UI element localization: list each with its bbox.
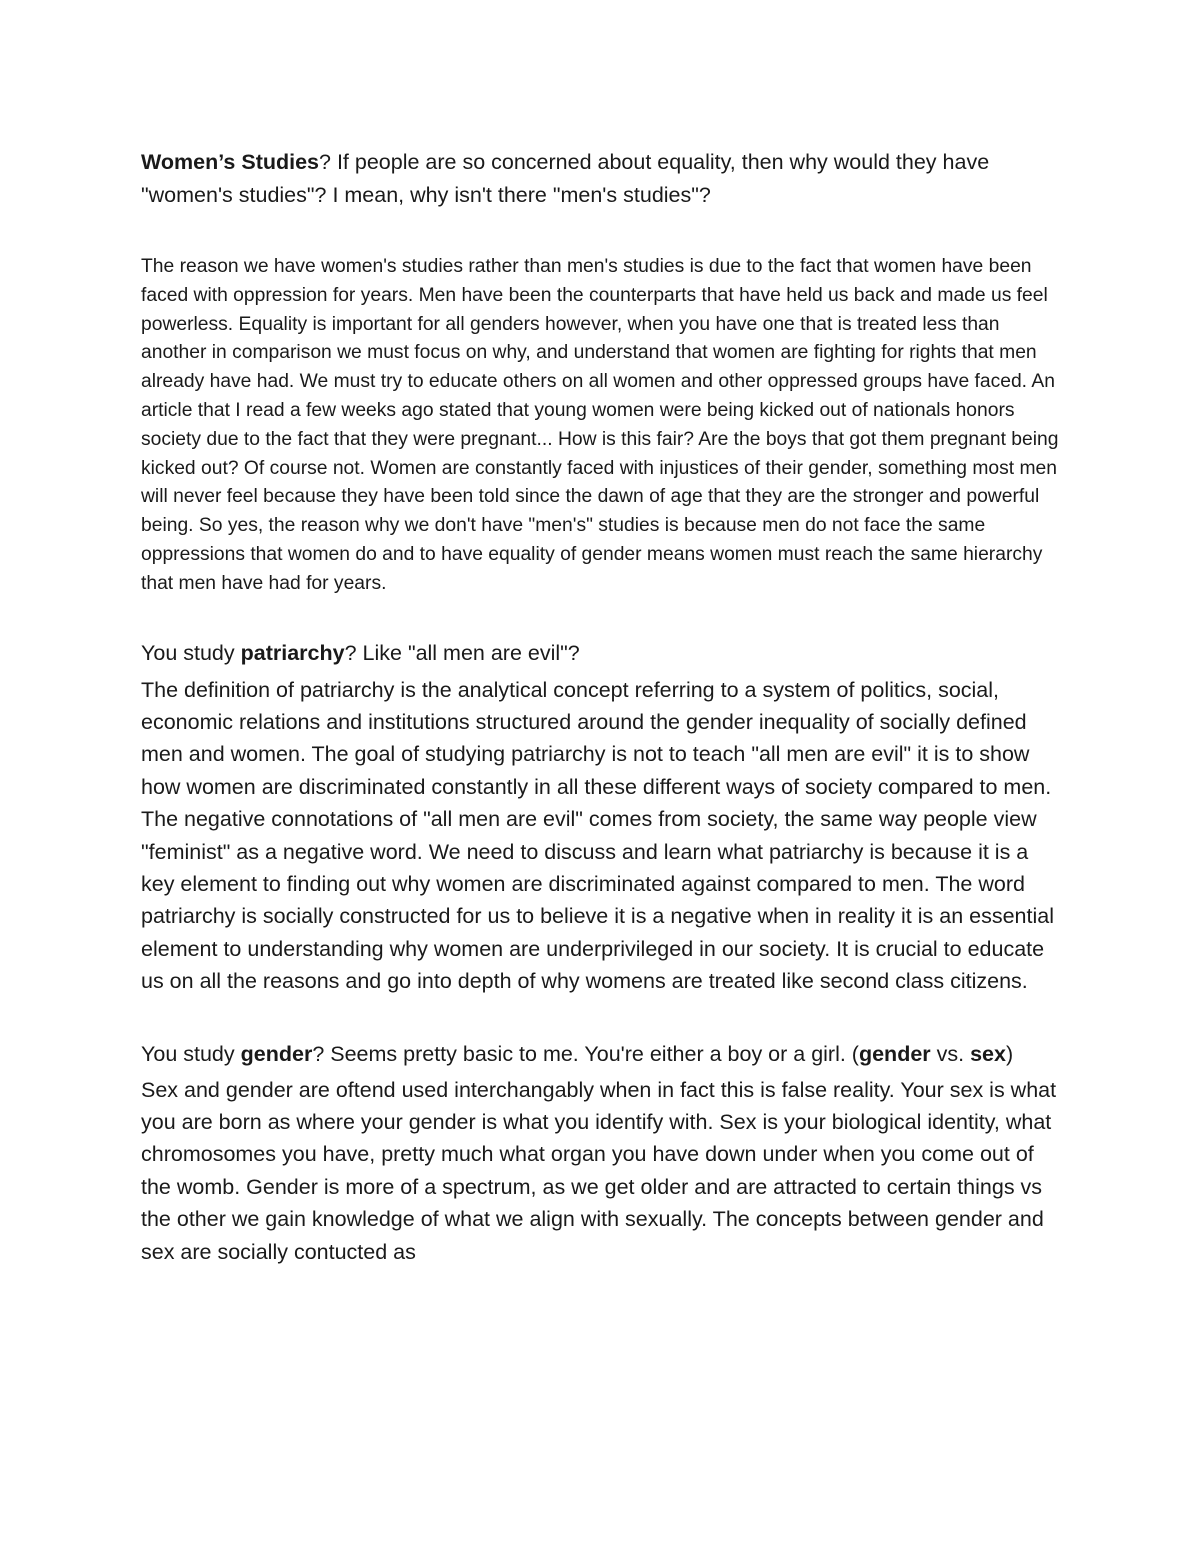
question-text: ? If people are so concerned about equality, then why would they have "women's studies"? I mean, why isn't there "men's studies"? xyxy=(141,150,990,207)
question-text: ? Like "all men are evil"? xyxy=(344,640,580,665)
question-bold-term: Women’s Studies xyxy=(141,150,320,174)
question-text-prefix: You study xyxy=(141,640,241,665)
question-text-prefix: You study xyxy=(141,1041,241,1066)
document-body xyxy=(141,146,1066,1268)
question-womens-studies xyxy=(141,146,1066,212)
question-bold-term-2: gender xyxy=(858,1041,931,1066)
question-text-vs: vs. xyxy=(930,1041,971,1066)
question-bold-term: gender xyxy=(240,1041,313,1066)
question-bold-term-3: sex xyxy=(970,1041,1006,1066)
question-gender xyxy=(141,1038,1066,1071)
answer-womens-studies: The reason we have women's studies rather than men's studies is due to the fact that women have been faced with oppression for years. Men have been the counterparts that have held us back and made us feel powerless. Equality is important for all genders however, when you have one that is treated less than another in comparison we must focus on why, and understand that women are fighting for rights that men already have had. We must try to educate others on all women and other oppressed groups have faced. An article that I read a few weeks ago stated that young women were being kicked out of nationals honors society due to the fact that they were pregnant... How is this fair? Are the boys that got them pregnant being kicked out? Of course not. Women are constantly faced with injustices of their gender, something most men will never feel because they have been told since the dawn of age that they are the stronger and powerful being. So yes, the reason why we don't have "men's" studies is because men do not face the same oppressions that women do and to have equality of gender means women must reach the same hierarchy that men have had for years. xyxy=(141,256,1059,594)
question-text-suffix: ) xyxy=(1005,1041,1014,1066)
answer-gender: Sex and gender are oftend used interchangably when in fact this is false reality. Your sex is what you are born as where your gender is what you identify with. Sex is your biological identity, what chromosomes you have, pretty much what organ you have down under when you come out of the womb. Gender is more of a spectrum, as we get older and are attracted to certain things vs the other we gain knowledge of what we align with sexually. The concepts between gender and sex are socially contucted as xyxy=(141,1077,1057,1264)
answer-patriarchy: The definition of patriarchy is the analytical concept referring to a system of politics, social, economic relations and institutions structured around the gender inequality of socially defined men and women. The goal of studying patriarchy is not to teach "all men are evil" it is to show how women are discriminated constantly in all these different ways of society compared to men. The negative connotations of "all men are evil" comes from society, the same way people view "feminist" as a negative word. We need to discuss and learn what patriarchy is because it is a key element to finding out why women are discriminated against compared to men. The word patriarchy is socially constructed for us to believe it is a negative when in reality it is an essential element to understanding why women are underprivileged in our society. It is crucial to educate us on all the reasons and go into depth of why womens are treated like second class citizens. xyxy=(141,677,1054,994)
question-text: ? Seems pretty basic to me. You're either a boy or a girl. ( xyxy=(312,1041,859,1066)
question-bold-term: patriarchy xyxy=(240,640,345,665)
question-patriarchy xyxy=(141,637,1066,670)
